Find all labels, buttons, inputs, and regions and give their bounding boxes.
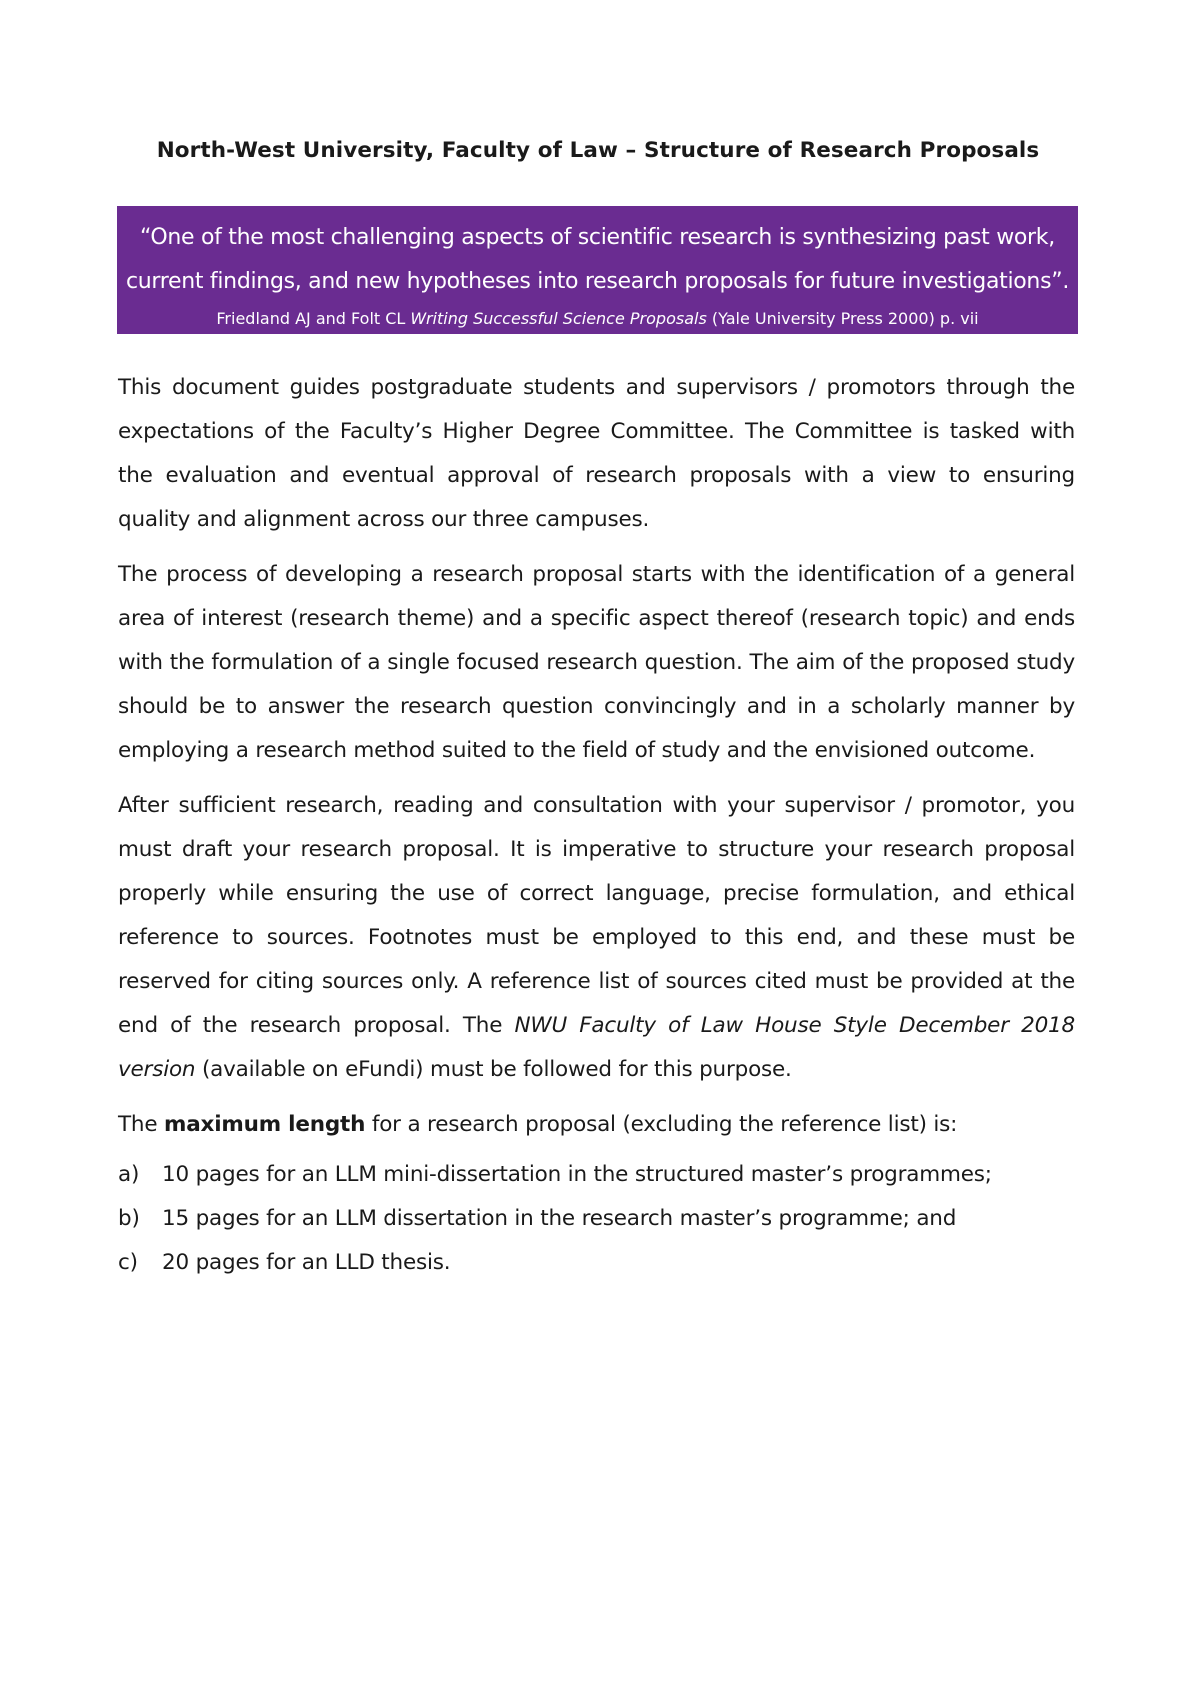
quote-citation-book-title: Writing Successful Science Proposals <box>410 309 707 328</box>
document-title: North-West University, Faculty of Law – Structure of Research Proposals <box>156 138 1040 163</box>
list-marker: b) <box>118 1206 140 1231</box>
quote-box <box>117 206 1078 334</box>
list-marker: a) <box>118 1162 140 1187</box>
list-item-text: 20 pages for an LLD thesis. <box>162 1250 451 1275</box>
paragraph-maximum-length <box>118 1103 1075 1147</box>
list-item <box>118 1197 1075 1241</box>
length-list <box>118 1153 1075 1285</box>
paragraph-drafting-text-end: (available on eFundi) must be followed for this purpose. <box>195 1057 792 1082</box>
document-body <box>118 366 1075 1285</box>
house-style-reference: NWU Faculty of Law House Style December 2018 version <box>118 1013 1076 1082</box>
quote-citation-publisher: (Yale University Press 2000) p. vii <box>706 309 979 328</box>
list-item <box>118 1153 1075 1197</box>
list-item-text: 10 pages for an LLM mini-dissertation in the structured master’s programmes; <box>162 1162 992 1187</box>
list-marker: c) <box>118 1250 138 1275</box>
paragraph-drafting-text: After sufficient research, reading and consultation with your supervisor / promotor, you must draft your research proposal. It is imperative to structure your research proposal properly while ensuring the use of correct language, precise formulation, and ethical reference to sources. Footnotes must be employed to this end, and these must be reserved for citing sources only. A reference list of sources cited must be provided at the end of the research proposal. The <box>118 793 1075 1038</box>
list-item <box>118 1241 1075 1285</box>
paragraph-introduction: This document guides postgraduate students and supervisors / promotors through the expectations of the Faculty’s Higher Degree Committee. The Committee is tasked with the evaluation and eventual approval of research proposals with a view to ensuring quality and alignment across our three campuses. <box>118 375 1075 532</box>
quote-citation <box>117 306 1078 332</box>
paragraph-process: The process of developing a research proposal starts with the identification of a general area of interest (research theme) and a specific aspect thereof (research topic) and ends with the formulation of a single focused research question. The aim of the proposed study should be to answer the research question convincingly and in a scholarly manner by employing a research method suited to the field of study and the envisioned outcome. <box>118 562 1075 763</box>
quote-text: “One of the most challenging aspects of scientific research is synthesizing past work, current findings, and new hypotheses into research proposals for future investigations”. <box>125 225 1070 294</box>
paragraph-drafting <box>118 784 1075 1092</box>
list-item-text: 15 pages for an LLM dissertation in the research master’s programme; and <box>162 1206 957 1231</box>
paragraph-maximum-length-lead: The <box>118 1112 165 1137</box>
paragraph-maximum-length-text: for a research proposal (excluding the reference list) is: <box>365 1112 958 1137</box>
maximum-length-emphasis: maximum length <box>164 1112 366 1137</box>
quote-citation-authors: Friedland AJ and Folt CL <box>216 309 411 328</box>
